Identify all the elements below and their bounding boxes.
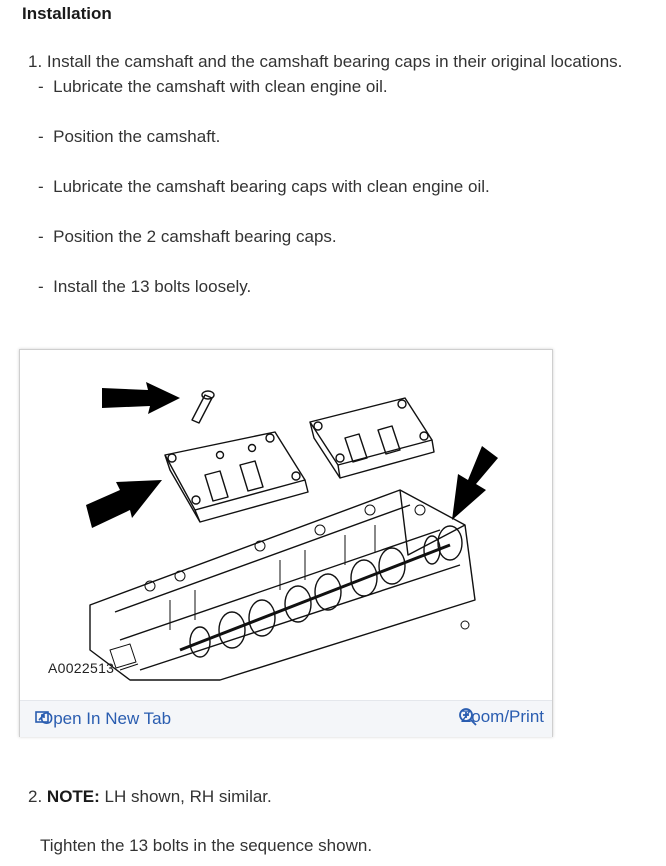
step-2 (28, 787, 272, 807)
bullet: - (38, 77, 44, 96)
bolt (192, 391, 214, 423)
figure-toolbar (20, 700, 552, 737)
open-in-new-tab-link[interactable] (34, 709, 171, 729)
substep (38, 127, 220, 147)
substep (38, 227, 337, 247)
substep-text: Lubricate the camshaft bearing caps with clean engine oil. (53, 177, 490, 196)
note-label: NOTE: (46, 787, 100, 806)
pointer-arrows (86, 382, 498, 528)
zoom-print-label: Zoom/Print (460, 707, 544, 726)
step-1 (28, 52, 622, 72)
bullet: - (38, 227, 44, 246)
bearing-cap-left (165, 432, 308, 522)
step-1-number: 1. (28, 52, 43, 71)
arrow-bolt (102, 382, 180, 414)
bullet: - (38, 127, 44, 146)
camshaft-diagram (20, 350, 552, 700)
substep (38, 77, 388, 97)
substep-text: Install the 13 bolts loosely. (53, 277, 252, 296)
bearing-cap-right (310, 398, 434, 478)
arrow-camshaft (452, 446, 498, 520)
arrow-cap (86, 480, 162, 528)
open-in-new-tab-label: Open In New Tab (40, 709, 172, 728)
substep (38, 177, 490, 197)
substep-text: Position the 2 camshaft bearing caps. (53, 227, 337, 246)
step-2-text: Tighten the 13 bolts in the sequence shown. (40, 836, 373, 855)
step-2-number: 2. (28, 787, 43, 806)
section-heading: Installation (22, 4, 112, 23)
bullet: - (38, 177, 44, 196)
note-text: LH shown, RH similar. (104, 787, 272, 806)
substep-text: Position the camshaft. (53, 127, 221, 146)
bullet: - (38, 277, 44, 296)
substep-text: Lubricate the camshaft with clean engine oil. (53, 77, 388, 96)
figure-code: A0022513 (48, 660, 115, 676)
figure-camshaft-installation (19, 349, 553, 737)
step-1-text: Install the camshaft and the camshaft bearing caps in their original locations. (46, 52, 623, 71)
cylinder-head-outline (90, 490, 475, 680)
camshaft (180, 526, 462, 657)
substep (38, 277, 251, 297)
zoom-print-link[interactable] (458, 707, 544, 727)
